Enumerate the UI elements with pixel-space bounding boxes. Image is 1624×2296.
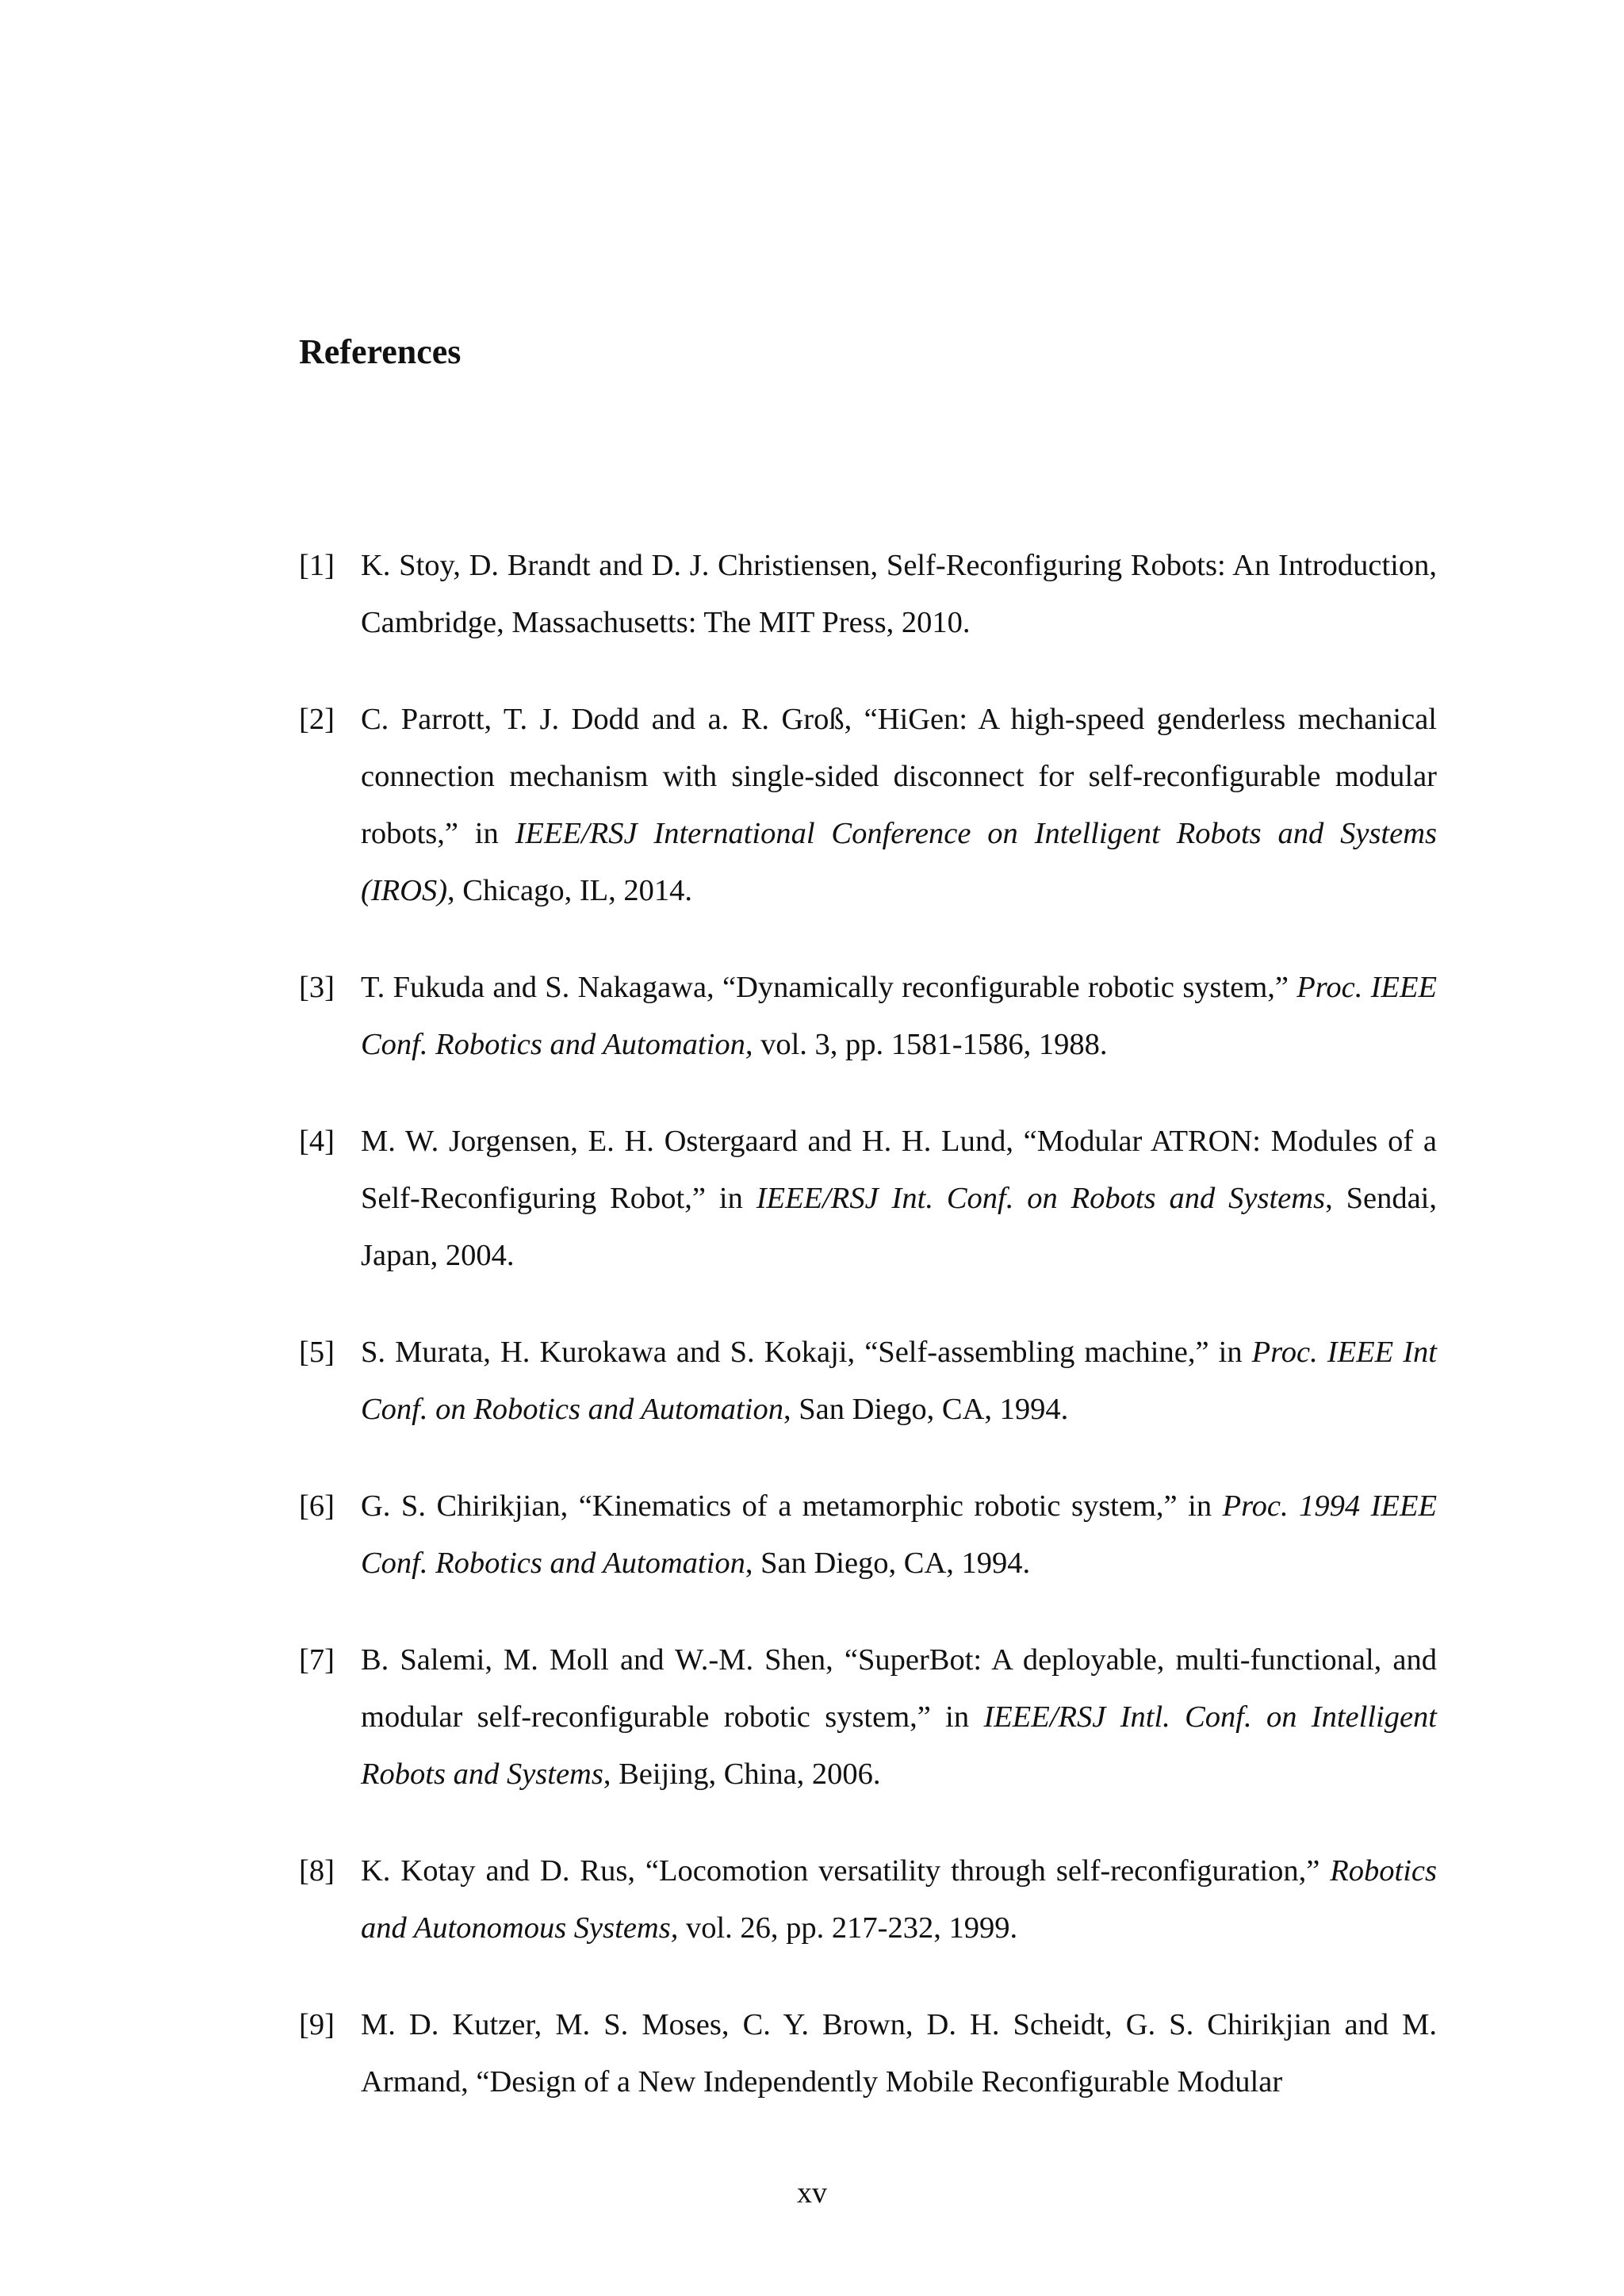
reference-number: [2] xyxy=(299,702,335,736)
reference-details: vol. 3, pp. 1581-1586, 1988. xyxy=(753,1027,1108,1061)
reference-item xyxy=(299,1113,1437,1284)
reference-item xyxy=(299,537,1437,651)
reference-text: G. S. Chirikjian, “Kinematics of a metamorphic robotic system,” in xyxy=(361,1489,1223,1523)
reference-number: [5] xyxy=(299,1335,335,1369)
reference-item xyxy=(299,1631,1437,1803)
reference-details: , San Diego, CA, 1994. xyxy=(745,1546,1031,1580)
reference-number: [6] xyxy=(299,1489,335,1523)
reference-number: [1] xyxy=(299,548,335,582)
reference-venue: Proc. 1994 IEEE Conf. Robotics and Automation xyxy=(361,1489,1437,1580)
reference-text: C. Parrott, T. J. Dodd and a. R. Groß, “HiGen: A high-speed genderless mechanical connection mechanism with single-sided disconnect for self-reconfigurable modular robots,” in xyxy=(361,702,1437,850)
reference-text: T. Fukuda and S. Nakagawa, “Dynamically reconfigurable robotic system,” xyxy=(361,970,1297,1004)
reference-item xyxy=(299,1324,1437,1438)
reference-number: [7] xyxy=(299,1642,335,1677)
reference-text: K. Stoy, D. Brandt and D. J. Christiensen, Self-Reconfiguring Robots: An Introduction, Cambridge, Massachusetts: The MIT Press, 2010. xyxy=(361,548,1437,639)
reference-details: , San Diego, CA, 1994. xyxy=(783,1392,1069,1426)
reference-item xyxy=(299,1996,1437,2110)
references-heading: References xyxy=(299,332,462,371)
reference-item xyxy=(299,1478,1437,1592)
reference-details: , Chicago, IL, 2014. xyxy=(447,873,693,907)
reference-details: , Beijing, China, 2006. xyxy=(603,1757,881,1791)
reference-item xyxy=(299,691,1437,919)
reference-text: K. Kotay and D. Rus, “Locomotion versatility through self-reconfiguration,” xyxy=(361,1853,1331,1888)
reference-text: B. Salemi, M. Moll and W.-M. Shen, “SuperBot: A deployable, multi-functional, and modular self-reconfigurable robotic system,” in xyxy=(361,1642,1437,1734)
reference-text: S. Murata, H. Kurokawa and S. Kokaji, “Self-assembling machine,” in xyxy=(361,1335,1252,1369)
reference-text: M. W. Jorgensen, E. H. Ostergaard and H. H. Lund, “Modular ATRON: Modules of a Self-Reconfiguring Robot,” in xyxy=(361,1124,1437,1215)
reference-venue: Proc. IEEE Int Conf. on Robotics and Automation xyxy=(361,1335,1437,1426)
reference-number: [8] xyxy=(299,1853,335,1888)
reference-venue: Robotics and Autonomous Systems, xyxy=(361,1853,1437,1945)
reference-venue: Proc. IEEE Conf. Robotics and Automation, xyxy=(361,970,1437,1061)
reference-venue: IEEE/RSJ Int. Conf. on Robots and Systems xyxy=(756,1181,1326,1215)
reference-number: [4] xyxy=(299,1124,335,1158)
reference-venue: IEEE/RSJ Intl. Conf. on Intelligent Robots and Systems xyxy=(361,1700,1437,1791)
reference-item xyxy=(299,1842,1437,1957)
reference-details: vol. 26, pp. 217-232, 1999. xyxy=(678,1911,1018,1945)
reference-venue: IEEE/RSJ International Conference on Intelligent Robots and Systems (IROS) xyxy=(361,816,1437,907)
reference-number: [9] xyxy=(299,2007,335,2041)
reference-number: [3] xyxy=(299,970,335,1004)
page-number: xv xyxy=(797,2176,827,2210)
reference-details: , Sendai, Japan, 2004. xyxy=(361,1181,1438,1272)
reference-list xyxy=(299,506,1437,2150)
reference-item xyxy=(299,959,1437,1073)
reference-text: M. D. Kutzer, M. S. Moses, C. Y. Brown, D. H. Scheidt, G. S. Chirikjian and M. Armand, “Design of a New Independently Mobile Reconfigurable Modular xyxy=(361,2007,1437,2099)
